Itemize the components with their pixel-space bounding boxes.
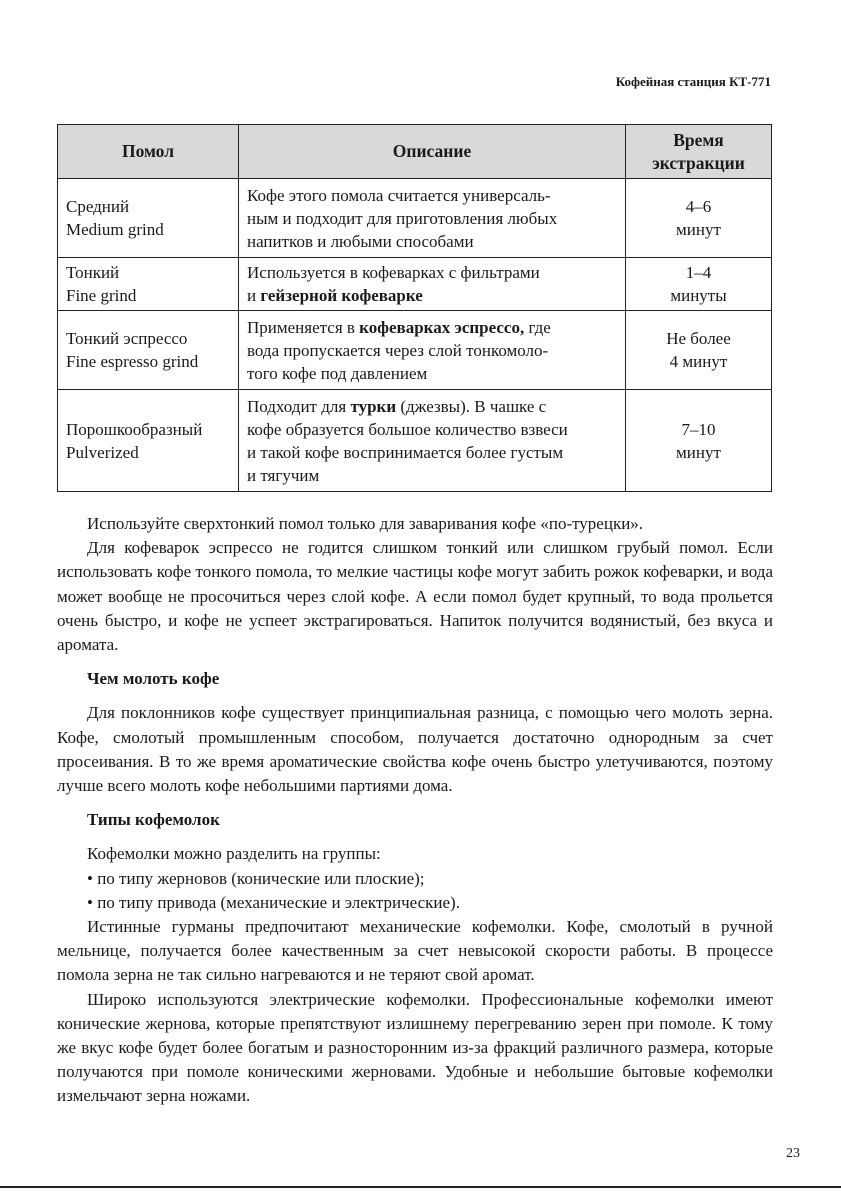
description-line [247,395,617,418]
grind-name-en: Fine grind [66,286,137,305]
description-cell [239,311,626,390]
bullet-item: • по типу жерновов (конические или плоские); [87,868,425,888]
body-text [57,512,773,1109]
description-line: вода пропускается через слой тонкомоло- [247,340,549,360]
grind-cell [58,311,239,390]
header-description: Описание [239,125,626,179]
time-value: 1–4 [685,263,712,282]
description-line [247,284,617,307]
paragraph: Для поклонников кофе существует принципиальная разница, с помощью чего молоть зерна. Кофе, смолотый промышленным способом, получается достаточно однородным за счет просеивания. В то же время ароматические свойства кофе очень быстро улетучиваются, поэтому лучше всего молоть кофе небольшими партиями дома. [57,703,773,796]
description-line: кофе образуется большое количество взвеси [247,419,568,439]
description-cell [239,179,626,258]
header-time [626,125,772,179]
table-row [58,390,772,492]
time-cell [626,179,772,258]
description-bold: турки [350,396,397,416]
table-header-row [58,125,772,179]
paragraph: Кофемолки можно разделить на группы: [87,844,381,864]
table-row [58,179,772,258]
grind-cell [58,390,239,492]
header-time-line-1: Время [673,129,724,150]
table-row [58,258,772,311]
time-cell [626,311,772,390]
bottom-rule [0,1186,841,1188]
page-number: 23 [786,1146,800,1161]
description-text: Подходит для [247,396,351,416]
grind-name-en: Medium grind [66,220,164,239]
time-cell [626,390,772,492]
time-value: 7–10 [681,419,716,439]
grind-name-ru: Тонкий [66,263,120,282]
header-grind: Помол [58,125,239,179]
time-unit: минут [676,442,721,462]
description-text: и [247,286,261,305]
grind-name-ru: Тонкий эспрессо [66,329,188,348]
paragraph: Широко используются электрические кофемолки. Профессиональные кофемолки имеют конические жернова, которые препятствуют излишнему перегреванию зерен при помоле. К тому же вкус кофе будет более богатым и разносторонним из-за фракций различного размера, которые получаются при помоле коническими жерновами. Удобные и небольшие бытовые кофемолки измельчают зерна ножами. [57,989,773,1106]
time-cell [626,258,772,311]
description-bold: кофеварках эспрессо, [359,317,525,337]
grind-cell [58,258,239,311]
description-bold: гейзерной кофеварке [260,286,423,305]
description-line: и такой кофе воспринимается более густым [247,442,564,462]
header-time-line-2: экстракции [652,152,745,173]
time-unit: минуты [670,286,727,305]
description-line: ным и подходит для приготовления любых [247,208,558,228]
time-value: 4–6 [685,197,712,216]
description-line: Кофе этого помола считается универсаль- [247,185,551,205]
time-unit: 4 минут [669,352,728,371]
description-cell [239,258,626,311]
description-line: того кофе под давлением [247,363,428,383]
description-cell [239,390,626,492]
grind-name-ru: Средний [66,197,130,216]
description-text: где [524,317,551,337]
grind-name-en: Fine espresso grind [66,352,199,371]
description-line: напитков и любыми способами [247,231,474,251]
bullet-item: • по типу привода (механические и электрические). [87,892,460,912]
description-line: Используется в кофеварках с фильтрами [247,263,540,282]
table-row [58,311,772,390]
grind-name-en: Pulverized [66,442,139,462]
grind-name-ru: Порошкообразный [66,419,203,439]
time-unit: минут [676,220,721,239]
description-text: (джезвы). В чашке с [396,396,547,416]
paragraph: Используйте сверхтонкий помол только для заваривания кофе «по-турецки». [87,514,644,533]
section-heading: Типы кофемолок [87,810,220,830]
running-header: Кофейная станция КТ-771 [615,74,771,89]
description-line: и тягучим [247,465,320,485]
section-heading: Чем молоть кофе [87,669,220,689]
grind-table [57,124,772,492]
description-text: Применяется в [247,317,360,337]
time-value: Не более [666,329,731,348]
paragraph: Для кофеварок эспрессо не годится слишком тонкий или слишком грубый помол. Если использовать кофе тонкого помола, то мелкие частицы кофе могут забить рожок кофеварки, и вода может вообще не просочиться через слой кофе. А если помол будет крупный, то вода прольется очень быстро, и кофе не успеет экстрагироваться. Напиток получится водянистый, без вкуса и аромата. [57,538,773,655]
grind-cell [58,179,239,258]
description-line [247,316,617,339]
paragraph: Истинные гурманы предпочитают механические кофемолки. Кофе, смолотый в ручной мельнице, получается более качественным за счет невысокой скорости работы. В процессе помола зерна не так сильно нагреваются и не теряют свой аромат. [57,917,773,985]
